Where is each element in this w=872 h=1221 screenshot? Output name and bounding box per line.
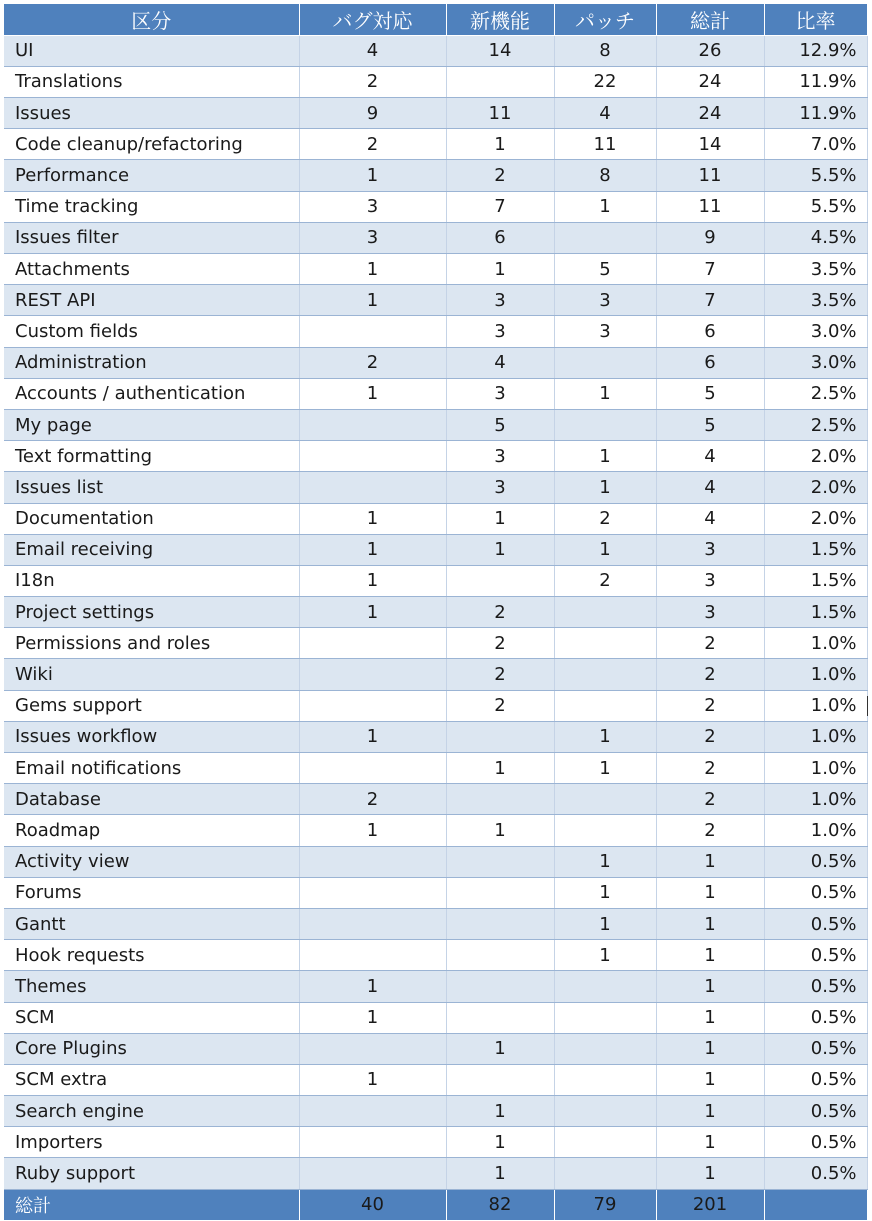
- cell-new-feature[interactable]: [446, 66, 554, 97]
- cell-new-feature[interactable]: 1: [446, 503, 554, 534]
- cell-patch[interactable]: [554, 784, 656, 815]
- cell-total[interactable]: 2: [656, 690, 764, 721]
- cell-bug-fix[interactable]: 2: [299, 784, 446, 815]
- cell-ratio[interactable]: 2.0%: [764, 472, 867, 503]
- cell-patch[interactable]: 1: [554, 753, 656, 784]
- cell-total[interactable]: 24: [656, 98, 764, 129]
- cell-category[interactable]: SCM extra: [4, 1064, 299, 1095]
- cell-new-feature[interactable]: 4: [446, 347, 554, 378]
- cell-total[interactable]: 4: [656, 441, 764, 472]
- cell-new-feature[interactable]: 1: [446, 1127, 554, 1158]
- cell-ratio[interactable]: 0.5%: [764, 846, 867, 877]
- table-row: [4, 721, 867, 752]
- cell-ratio[interactable]: 0.5%: [764, 1096, 867, 1127]
- table-row: [4, 285, 867, 316]
- cell-bug-fix[interactable]: [299, 1033, 446, 1064]
- cell-new-feature[interactable]: 2: [446, 690, 554, 721]
- cell-new-feature[interactable]: [446, 971, 554, 1002]
- total-row: [4, 1189, 867, 1220]
- cell-total[interactable]: 24: [656, 66, 764, 97]
- cell-patch[interactable]: 1: [554, 441, 656, 472]
- cell-total[interactable]: 11: [656, 160, 764, 191]
- cell-category[interactable]: Database: [4, 784, 299, 815]
- cell-ratio[interactable]: 3.5%: [764, 285, 867, 316]
- cell-ratio[interactable]: 5.5%: [764, 160, 867, 191]
- table-row: [4, 940, 867, 971]
- cell-ratio[interactable]: 7.0%: [764, 129, 867, 160]
- cell-ratio[interactable]: 3.0%: [764, 347, 867, 378]
- table-row: [4, 503, 867, 534]
- cell-category[interactable]: Search engine: [4, 1096, 299, 1127]
- total-ratio[interactable]: [764, 1189, 867, 1220]
- cell-total[interactable]: 3: [656, 534, 764, 565]
- cell-patch[interactable]: [554, 690, 656, 721]
- cell-total[interactable]: 9: [656, 222, 764, 253]
- cell-patch[interactable]: 1: [554, 846, 656, 877]
- table-row: [4, 908, 867, 939]
- cell-new-feature[interactable]: 1: [446, 1158, 554, 1189]
- cell-bug-fix[interactable]: 2: [299, 347, 446, 378]
- cell-new-feature[interactable]: 1: [446, 815, 554, 846]
- cell-patch[interactable]: [554, 628, 656, 659]
- cell-bug-fix[interactable]: [299, 316, 446, 347]
- table-row: [4, 534, 867, 565]
- cell-category[interactable]: Roadmap: [4, 815, 299, 846]
- cell-patch[interactable]: 2: [554, 565, 656, 596]
- table-row: [4, 877, 867, 908]
- cell-total[interactable]: 3: [656, 597, 764, 628]
- table-row: [4, 35, 867, 66]
- cell-category[interactable]: Core Plugins: [4, 1033, 299, 1064]
- cell-bug-fix[interactable]: 2: [299, 129, 446, 160]
- cell-total[interactable]: 1: [656, 1127, 764, 1158]
- cell-bug-fix[interactable]: 9: [299, 98, 446, 129]
- cell-patch[interactable]: 22: [554, 66, 656, 97]
- cell-bug-fix[interactable]: 1: [299, 971, 446, 1002]
- cell-new-feature[interactable]: 2: [446, 597, 554, 628]
- table-row: [4, 753, 867, 784]
- cell-total[interactable]: 4: [656, 503, 764, 534]
- cell-new-feature[interactable]: 1: [446, 1033, 554, 1064]
- total-patch[interactable]: 79: [554, 1189, 656, 1220]
- cell-ratio[interactable]: 4.5%: [764, 222, 867, 253]
- header-total[interactable]: 総計: [656, 4, 764, 35]
- cell-patch[interactable]: [554, 1033, 656, 1064]
- cell-bug-fix[interactable]: 1: [299, 378, 446, 409]
- cell-new-feature[interactable]: [446, 565, 554, 596]
- cell-category[interactable]: UI: [4, 35, 299, 66]
- cell-bug-fix[interactable]: 1: [299, 254, 446, 285]
- cell-new-feature[interactable]: 1: [446, 753, 554, 784]
- table-row: [4, 1033, 867, 1064]
- table-row: [4, 1002, 867, 1033]
- category-summary-table: [4, 4, 868, 1220]
- cell-new-feature[interactable]: [446, 940, 554, 971]
- header-ratio[interactable]: 比率: [764, 4, 867, 35]
- cell-category[interactable]: Activity view: [4, 846, 299, 877]
- cell-patch[interactable]: 2: [554, 503, 656, 534]
- cell-ratio[interactable]: 1.0%: [764, 815, 867, 846]
- cell-total[interactable]: 4: [656, 472, 764, 503]
- cell-ratio[interactable]: 2.5%: [764, 378, 867, 409]
- cell-patch[interactable]: 1: [554, 378, 656, 409]
- cell-new-feature[interactable]: 1: [446, 129, 554, 160]
- cell-patch[interactable]: 8: [554, 160, 656, 191]
- cell-total[interactable]: 1: [656, 1033, 764, 1064]
- cell-category[interactable]: Gantt: [4, 908, 299, 939]
- cell-total[interactable]: 1: [656, 1064, 764, 1095]
- cell-bug-fix[interactable]: [299, 877, 446, 908]
- cell-category[interactable]: SCM: [4, 1002, 299, 1033]
- cell-new-feature[interactable]: 2: [446, 628, 554, 659]
- table-row: [4, 222, 867, 253]
- cell-bug-fix[interactable]: [299, 940, 446, 971]
- table-row: [4, 378, 867, 409]
- cell-ratio[interactable]: 0.5%: [764, 1033, 867, 1064]
- table-row: [4, 66, 867, 97]
- table-row: [4, 98, 867, 129]
- table-row: [4, 1064, 867, 1095]
- text-cursor-mark: [867, 696, 868, 716]
- cell-ratio[interactable]: 1.0%: [764, 659, 867, 690]
- cell-new-feature[interactable]: [446, 784, 554, 815]
- cell-total[interactable]: 2: [656, 721, 764, 752]
- table-row: [4, 971, 867, 1002]
- cell-bug-fix[interactable]: [299, 846, 446, 877]
- cell-category[interactable]: Issues list: [4, 472, 299, 503]
- cell-patch[interactable]: [554, 1096, 656, 1127]
- table-row: [4, 597, 867, 628]
- cell-ratio[interactable]: 11.9%: [764, 66, 867, 97]
- cell-bug-fix[interactable]: 1: [299, 503, 446, 534]
- cell-patch[interactable]: 8: [554, 35, 656, 66]
- table-row: [4, 254, 867, 285]
- cell-patch[interactable]: 3: [554, 316, 656, 347]
- cell-new-feature[interactable]: [446, 721, 554, 752]
- total-total[interactable]: 201: [656, 1189, 764, 1220]
- cell-category[interactable]: Importers: [4, 1127, 299, 1158]
- table-row: [4, 409, 867, 440]
- table-row: [4, 316, 867, 347]
- cell-category[interactable]: I18n: [4, 565, 299, 596]
- cell-total[interactable]: 7: [656, 254, 764, 285]
- cell-category[interactable]: REST API: [4, 285, 299, 316]
- cell-category[interactable]: Attachments: [4, 254, 299, 285]
- cell-patch[interactable]: [554, 971, 656, 1002]
- cell-total[interactable]: 6: [656, 316, 764, 347]
- table-row: [4, 565, 867, 596]
- cell-new-feature[interactable]: [446, 1002, 554, 1033]
- cell-bug-fix[interactable]: 2: [299, 66, 446, 97]
- cell-ratio[interactable]: 1.5%: [764, 565, 867, 596]
- cell-patch[interactable]: 1: [554, 940, 656, 971]
- table-row: [4, 1127, 867, 1158]
- cell-new-feature[interactable]: 6: [446, 222, 554, 253]
- header-patch[interactable]: パッチ: [554, 4, 656, 35]
- cell-total[interactable]: 2: [656, 784, 764, 815]
- cell-new-feature[interactable]: [446, 1064, 554, 1095]
- cell-new-feature[interactable]: 3: [446, 441, 554, 472]
- header-bug-fix[interactable]: バグ対応: [299, 4, 446, 35]
- cell-total[interactable]: 11: [656, 191, 764, 222]
- cell-patch[interactable]: [554, 597, 656, 628]
- cell-category[interactable]: Permissions and roles: [4, 628, 299, 659]
- cell-category[interactable]: Forums: [4, 877, 299, 908]
- cell-patch[interactable]: [554, 1158, 656, 1189]
- cell-patch[interactable]: 1: [554, 877, 656, 908]
- cell-total[interactable]: 6: [656, 347, 764, 378]
- cell-bug-fix[interactable]: 1: [299, 534, 446, 565]
- table-row: [4, 160, 867, 191]
- cell-category[interactable]: Hook requests: [4, 940, 299, 971]
- cell-bug-fix[interactable]: 1: [299, 565, 446, 596]
- cell-total[interactable]: 1: [656, 908, 764, 939]
- cell-bug-fix[interactable]: 1: [299, 160, 446, 191]
- cell-ratio[interactable]: 0.5%: [764, 1158, 867, 1189]
- cell-new-feature[interactable]: [446, 908, 554, 939]
- cell-new-feature[interactable]: 11: [446, 98, 554, 129]
- table-row: [4, 690, 867, 721]
- cell-bug-fix[interactable]: [299, 908, 446, 939]
- cell-total[interactable]: 1: [656, 1096, 764, 1127]
- table-row: [4, 441, 867, 472]
- cell-ratio[interactable]: 0.5%: [764, 877, 867, 908]
- cell-ratio[interactable]: 0.5%: [764, 1002, 867, 1033]
- cell-new-feature[interactable]: 5: [446, 409, 554, 440]
- cell-bug-fix[interactable]: [299, 628, 446, 659]
- cell-new-feature[interactable]: [446, 846, 554, 877]
- total-new-feature[interactable]: 82: [446, 1189, 554, 1220]
- header-new-feature[interactable]: 新機能: [446, 4, 554, 35]
- cell-category[interactable]: Translations: [4, 66, 299, 97]
- cell-category[interactable]: Gems support: [4, 690, 299, 721]
- cell-category[interactable]: Wiki: [4, 659, 299, 690]
- cell-patch[interactable]: 1: [554, 534, 656, 565]
- cell-ratio[interactable]: 2.5%: [764, 409, 867, 440]
- cell-category[interactable]: Issues: [4, 98, 299, 129]
- cell-ratio[interactable]: 2.0%: [764, 503, 867, 534]
- table-row: [4, 815, 867, 846]
- cell-ratio[interactable]: 1.0%: [764, 784, 867, 815]
- cell-ratio[interactable]: 0.5%: [764, 908, 867, 939]
- cell-total[interactable]: 7: [656, 285, 764, 316]
- cell-category[interactable]: Email notifications: [4, 753, 299, 784]
- table-row: [4, 628, 867, 659]
- cell-patch[interactable]: 5: [554, 254, 656, 285]
- cell-total[interactable]: 2: [656, 659, 764, 690]
- cell-ratio[interactable]: 1.5%: [764, 597, 867, 628]
- cell-total[interactable]: 1: [656, 940, 764, 971]
- cell-new-feature[interactable]: 2: [446, 160, 554, 191]
- cell-bug-fix[interactable]: 3: [299, 222, 446, 253]
- cell-ratio[interactable]: 0.5%: [764, 971, 867, 1002]
- cell-patch[interactable]: [554, 1002, 656, 1033]
- cell-patch[interactable]: [554, 815, 656, 846]
- table-row: [4, 659, 867, 690]
- table-body: [4, 35, 867, 1189]
- cell-bug-fix[interactable]: [299, 753, 446, 784]
- cell-bug-fix[interactable]: 1: [299, 285, 446, 316]
- cell-category[interactable]: Project settings: [4, 597, 299, 628]
- table-row: [4, 1158, 867, 1189]
- cell-bug-fix[interactable]: 1: [299, 1064, 446, 1095]
- header-category[interactable]: 区分: [4, 4, 299, 35]
- cell-new-feature[interactable]: 1: [446, 254, 554, 285]
- cell-new-feature[interactable]: 3: [446, 472, 554, 503]
- cell-total[interactable]: 1: [656, 971, 764, 1002]
- cell-ratio[interactable]: 1.0%: [764, 690, 867, 721]
- cell-ratio[interactable]: 3.0%: [764, 316, 867, 347]
- cell-ratio[interactable]: 1.5%: [764, 534, 867, 565]
- cell-category[interactable]: Issues filter: [4, 222, 299, 253]
- cell-new-feature[interactable]: 3: [446, 316, 554, 347]
- cell-ratio[interactable]: 1.0%: [764, 721, 867, 752]
- cell-patch[interactable]: [554, 347, 656, 378]
- cell-patch[interactable]: [554, 659, 656, 690]
- cell-new-feature[interactable]: 1: [446, 534, 554, 565]
- cell-new-feature[interactable]: 14: [446, 35, 554, 66]
- cell-bug-fix[interactable]: [299, 1158, 446, 1189]
- cell-total[interactable]: 1: [656, 877, 764, 908]
- cell-bug-fix[interactable]: [299, 409, 446, 440]
- cell-patch[interactable]: [554, 1127, 656, 1158]
- cell-bug-fix[interactable]: 1: [299, 1002, 446, 1033]
- cell-ratio[interactable]: 0.5%: [764, 940, 867, 971]
- spreadsheet-table-container: [4, 4, 868, 1220]
- cell-bug-fix[interactable]: [299, 1096, 446, 1127]
- cell-ratio[interactable]: 12.9%: [764, 35, 867, 66]
- cell-total[interactable]: 1: [656, 1158, 764, 1189]
- cell-category[interactable]: Email receiving: [4, 534, 299, 565]
- cell-bug-fix[interactable]: [299, 441, 446, 472]
- cell-bug-fix[interactable]: 1: [299, 815, 446, 846]
- cell-category[interactable]: Custom fields: [4, 316, 299, 347]
- cell-total[interactable]: 2: [656, 753, 764, 784]
- cell-bug-fix[interactable]: 1: [299, 721, 446, 752]
- cell-category[interactable]: Documentation: [4, 503, 299, 534]
- cell-total[interactable]: 1: [656, 1002, 764, 1033]
- cell-new-feature[interactable]: 1: [446, 1096, 554, 1127]
- cell-category[interactable]: Code cleanup/refactoring: [4, 129, 299, 160]
- total-bug-fix[interactable]: 40: [299, 1189, 446, 1220]
- cell-bug-fix[interactable]: [299, 690, 446, 721]
- cell-ratio[interactable]: 5.5%: [764, 191, 867, 222]
- cell-total[interactable]: 14: [656, 129, 764, 160]
- cell-category[interactable]: Accounts / authentication: [4, 378, 299, 409]
- header-row: [4, 4, 867, 35]
- cell-new-feature[interactable]: 3: [446, 285, 554, 316]
- cell-patch[interactable]: [554, 1064, 656, 1095]
- cell-category[interactable]: My page: [4, 409, 299, 440]
- cell-ratio[interactable]: 11.9%: [764, 98, 867, 129]
- table-row: [4, 347, 867, 378]
- cell-total[interactable]: 1: [656, 846, 764, 877]
- cell-patch[interactable]: [554, 409, 656, 440]
- cell-bug-fix[interactable]: 1: [299, 597, 446, 628]
- cell-new-feature[interactable]: [446, 877, 554, 908]
- total-label[interactable]: 総計: [4, 1189, 299, 1220]
- cell-patch[interactable]: 1: [554, 721, 656, 752]
- cell-patch[interactable]: 3: [554, 285, 656, 316]
- cell-new-feature[interactable]: 3: [446, 378, 554, 409]
- cell-total[interactable]: 2: [656, 815, 764, 846]
- cell-category[interactable]: Ruby support: [4, 1158, 299, 1189]
- table-row: [4, 1096, 867, 1127]
- cell-total[interactable]: 2: [656, 628, 764, 659]
- table-row: [4, 472, 867, 503]
- cell-total[interactable]: 5: [656, 409, 764, 440]
- table-row: [4, 129, 867, 160]
- table-row: [4, 784, 867, 815]
- cell-bug-fix[interactable]: [299, 659, 446, 690]
- cell-patch[interactable]: 11: [554, 129, 656, 160]
- cell-bug-fix[interactable]: 4: [299, 35, 446, 66]
- cell-ratio[interactable]: 0.5%: [764, 1064, 867, 1095]
- cell-category[interactable]: Text formatting: [4, 441, 299, 472]
- cell-new-feature[interactable]: 7: [446, 191, 554, 222]
- cell-total[interactable]: 5: [656, 378, 764, 409]
- cell-category[interactable]: Performance: [4, 160, 299, 191]
- cell-total[interactable]: 3: [656, 565, 764, 596]
- cell-patch[interactable]: 1: [554, 908, 656, 939]
- cell-new-feature[interactable]: 2: [446, 659, 554, 690]
- cell-bug-fix[interactable]: [299, 472, 446, 503]
- cell-category[interactable]: Administration: [4, 347, 299, 378]
- cell-category[interactable]: Themes: [4, 971, 299, 1002]
- cell-ratio[interactable]: 1.0%: [764, 628, 867, 659]
- cell-category[interactable]: Time tracking: [4, 191, 299, 222]
- cell-bug-fix[interactable]: 3: [299, 191, 446, 222]
- cell-ratio[interactable]: 2.0%: [764, 441, 867, 472]
- cell-category[interactable]: Issues workflow: [4, 721, 299, 752]
- cell-ratio[interactable]: 1.0%: [764, 753, 867, 784]
- table-row: [4, 846, 867, 877]
- table-row: [4, 191, 867, 222]
- cell-patch[interactable]: 1: [554, 191, 656, 222]
- cell-patch[interactable]: 4: [554, 98, 656, 129]
- cell-bug-fix[interactable]: [299, 1127, 446, 1158]
- cell-ratio[interactable]: 0.5%: [764, 1127, 867, 1158]
- cell-total[interactable]: 26: [656, 35, 764, 66]
- cell-patch[interactable]: [554, 222, 656, 253]
- cell-patch[interactable]: 1: [554, 472, 656, 503]
- cell-ratio[interactable]: 3.5%: [764, 254, 867, 285]
